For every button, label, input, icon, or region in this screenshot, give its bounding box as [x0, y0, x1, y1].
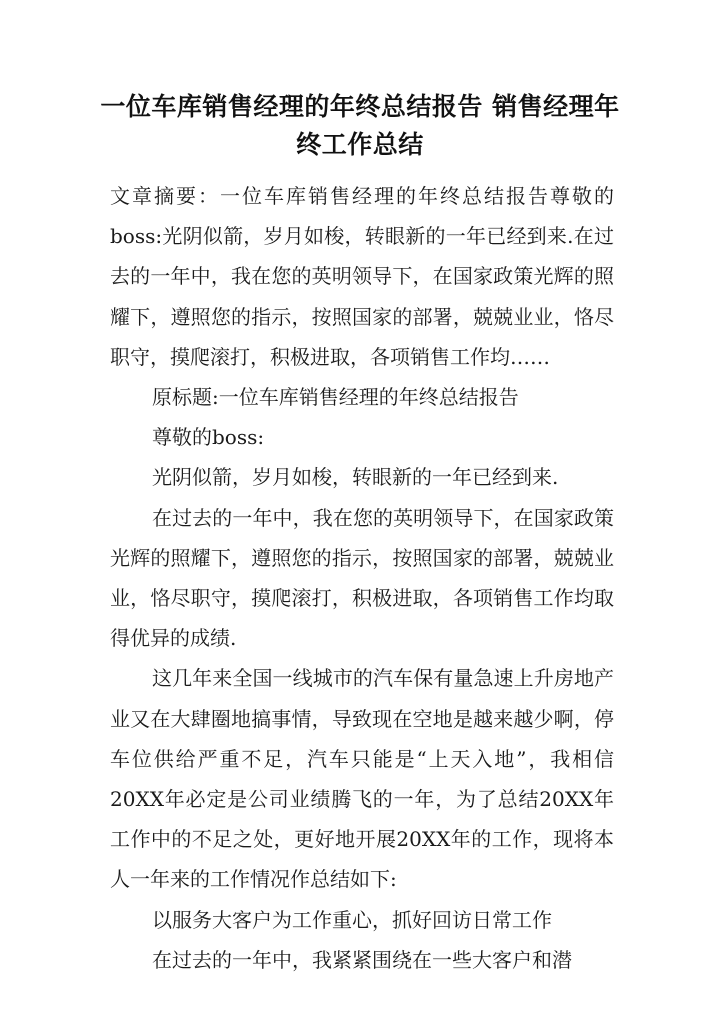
body-paragraph: 这几年来全国一线城市的汽车保有量急速上升房地产业又在大肆圈地搞事情，导致现在空地是越来越少啊，停车位供给严重不足，汽车只能是“上天入地”，我相信20XX年必定是公司业绩腾飞的一年，为了总结20XX年工作中的不足之处，更好地开展20XX年的工作，现将本人一年来的工作情况作总结如下:	[110, 666, 614, 892]
document-title: 一位车库销售经理的年终总结报告 销售经理年终工作总结	[100, 92, 620, 159]
document-body	[110, 176, 614, 980]
original-title-paragraph: 原标题:一位车库销售经理的年终总结报告	[152, 385, 519, 410]
section-heading-paragraph: 以服务大客户为工作重心，抓好回访日常工作	[152, 907, 552, 932]
body-paragraph: 光阴似箭，岁月如梭，转眼新的一年已经到来.	[152, 465, 559, 490]
body-paragraph: 在过去的一年中，我紧紧围绕在一些大客户和潜	[152, 947, 572, 972]
summary-paragraph: 文章摘要：一位车库销售经理的年终总结报告尊敬的boss:光阴似箭，岁月如梭，转眼新的一年已经到来.在过去的一年中，我在您的英明领导下，在国家政策光辉的照耀下，遵照您的指示，按照国家的部署，兢兢业业，恪尽职守，摸爬滚打，积极进取，各项销售工作均……	[110, 184, 614, 369]
salutation-paragraph: 尊敬的boss:	[152, 425, 265, 450]
body-paragraph: 在过去的一年中，我在您的英明领导下，在国家政策光辉的照耀下，遵照您的指示，按照国家的部署，兢兢业业，恪尽职守，摸爬滚打，积极进取，各项销售工作均取得优异的成绩.	[110, 505, 614, 651]
